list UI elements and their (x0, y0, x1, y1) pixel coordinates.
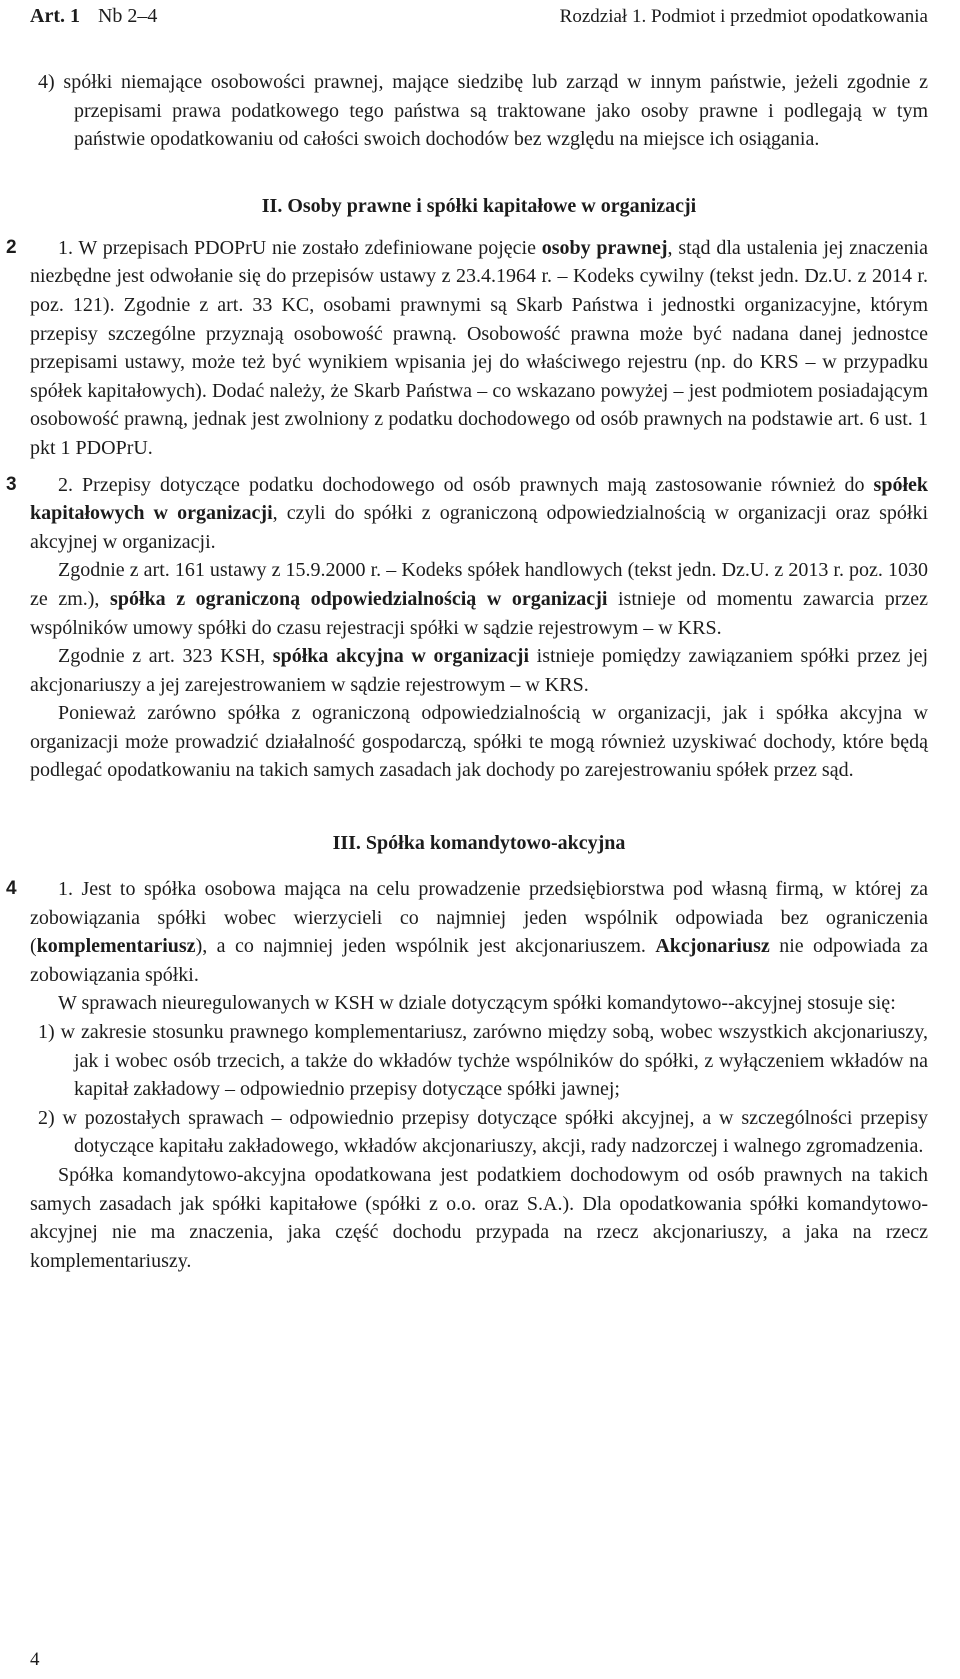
enumerated-list (30, 1018, 928, 1161)
section-margin-2 (6, 234, 928, 463)
paragraph: W sprawach nieuregulowanych w KSH w dziale dotyczącym spółki komandytowo--akcyjnej stosuje się: (58, 992, 896, 1015)
running-header (30, 0, 928, 30)
header-margin-numbers: Nb 2–4 (97, 5, 158, 27)
paragraph: Zgodnie z art. 161 ustawy z 15.9.2000 r. – Kodeks spółek handlowych (tekst jedn. Dz.U. z 2013 r. poz. 1030 ze zm.), spółka z ograniczoną odpowiedzialnością w organizacji istnieje od momentu zawarcia przez wspólników umowy spółki do czasu rejestracji spółki w sądzie rejestrowym – w KRS. (30, 559, 928, 639)
paragraph: Spółka komandytowo-akcyjna opodatkowana jest podatkiem dochodowym od osób prawnych na takich samych zasadach jak spółki kapitałowe (spółki z o.o. oraz S.A.). Dla opodatkowania spółki komandytowo-akcyjnej nie ma znaczenia, jaka część dochodu przypada na rzecz akcjonariuszy, a jaka na rzecz komplementariuszy. (30, 1164, 928, 1272)
margin-number: 4 (6, 878, 17, 900)
paragraph: 1. Jest to spółka osobowa mająca na celu prowadzenie przedsiębiorstwa pod własną firmą, w której za zobowiązania spółki wobec wierzycieli co najmniej jeden wspólnik odpowiada bez ograniczenia (komplementariusz), a co najmniej jeden wspólnik jest akcjonariuszem. Akcjonariusz nie odpowiada za zobowiązania spółki. (30, 878, 928, 986)
section-margin-4 (6, 875, 928, 1275)
margin-number: 2 (6, 236, 17, 258)
margin-number: 3 (6, 473, 17, 495)
header-chapter: Rozdział 1. Podmiot i przedmiot opodatkowania (559, 6, 928, 27)
paragraph: 1. W przepisach PDOPrU nie zostało zdefiniowane pojęcie osoby prawnej, stąd dla ustalenia jej znaczenia niezbędne jest odwołanie się do przepisów ustawy z 23.4.1964 r. – Kodeks cywilny (tekst jedn. Dz.U. z 2014 r. poz. 121). Zgodnie z art. 33 KC, osobami prawnymi są Skarb Państwa i jednostki organizacyjne, którym przepisy szczególne przyznają osobowość prawną. Osobowość prawna może być nadana danej jednostce przepisami ustawy, może też być wynikiem wpisania jej do właściwego rejestru (np. do KRS – w przypadku spółek kapitałowych). Dodać należy, że Skarb Państwa – co wskazano powyżej – jest podmiotem posiadającym osobowość prawną, jednak jest zwolniony z podatku dochodowego od osób prawnych na podstawie art. 6 ust. 1 pkt 1 PDOPrU. (30, 236, 928, 459)
list-item: 2) w pozostałych sprawach – odpowiednio przepisy dotyczące spółki akcyjnej, a w szczególności przepisy dotyczące kapitału zakładowego, wkładów akcjonariuszy, akcji, rady nadzorczej i walnego zgromadzenia. (38, 1106, 928, 1158)
paragraph: Ponieważ zarówno spółka z ograniczoną odpowiedzialnością w organizacji, jak i spółka akcyjna w organizacji może prowadzić działalność gospodarczą, spółki te mogą również uzyskiwać dochody, które będą podlegać opodatkowaniu na takich samych zasadach jak dochody po zarejestrowaniu spółek przez sąd. (30, 702, 928, 782)
section-margin-3 (6, 471, 928, 786)
header-left (30, 2, 157, 31)
paragraph: 2. Przepisy dotyczące podatku dochodowego od osób prawnych mają zastosowanie również do spółek kapitałowych w organizacji, czyli do spółki z ograniczoną odpowiedzialnością w organizacji oraz spółki akcyjnej w organizacji. (30, 473, 928, 553)
paragraph: Zgodnie z art. 323 KSH, spółka akcyjna w organizacji istnieje pomiędzy zawiązaniem spółki przez jej akcjonariuszy a jej zarejestrowaniem w sądzie rejestrowym – w KRS. (30, 645, 928, 696)
point-4: 4) spółki niemające osobowości prawnej, mające siedzibę lub zarząd w innym państwie, jeżeli zgodnie z przepisami prawa podatkowego tego państwa są traktowane jako osoby prawne i podlegają w tym państwie opodatkowaniu od całości swoich dochodów bez względu na miejsce ich osiągania. (38, 71, 928, 151)
page-number: 4 (30, 1649, 40, 1670)
header-article: Art. 1 (30, 5, 80, 27)
list-item: 1) w zakresie stosunku prawnego komplementariusz, zarówno między sobą, wobec wszystkich akcjonariuszy, jak i wobec osób trzecich, a także do wkładów tychże wspólników do spółki, z wyłączeniem wkładów na kapitał zakładowy – odpowiednio przepisy dotyczące spółki jawnej; (38, 1021, 928, 1101)
section-heading-iii: III. Spółka komandytowo-akcyjna (332, 832, 626, 855)
section-heading-ii: II. Osoby prawne i spółki kapitałowe w organizacji (261, 194, 697, 217)
